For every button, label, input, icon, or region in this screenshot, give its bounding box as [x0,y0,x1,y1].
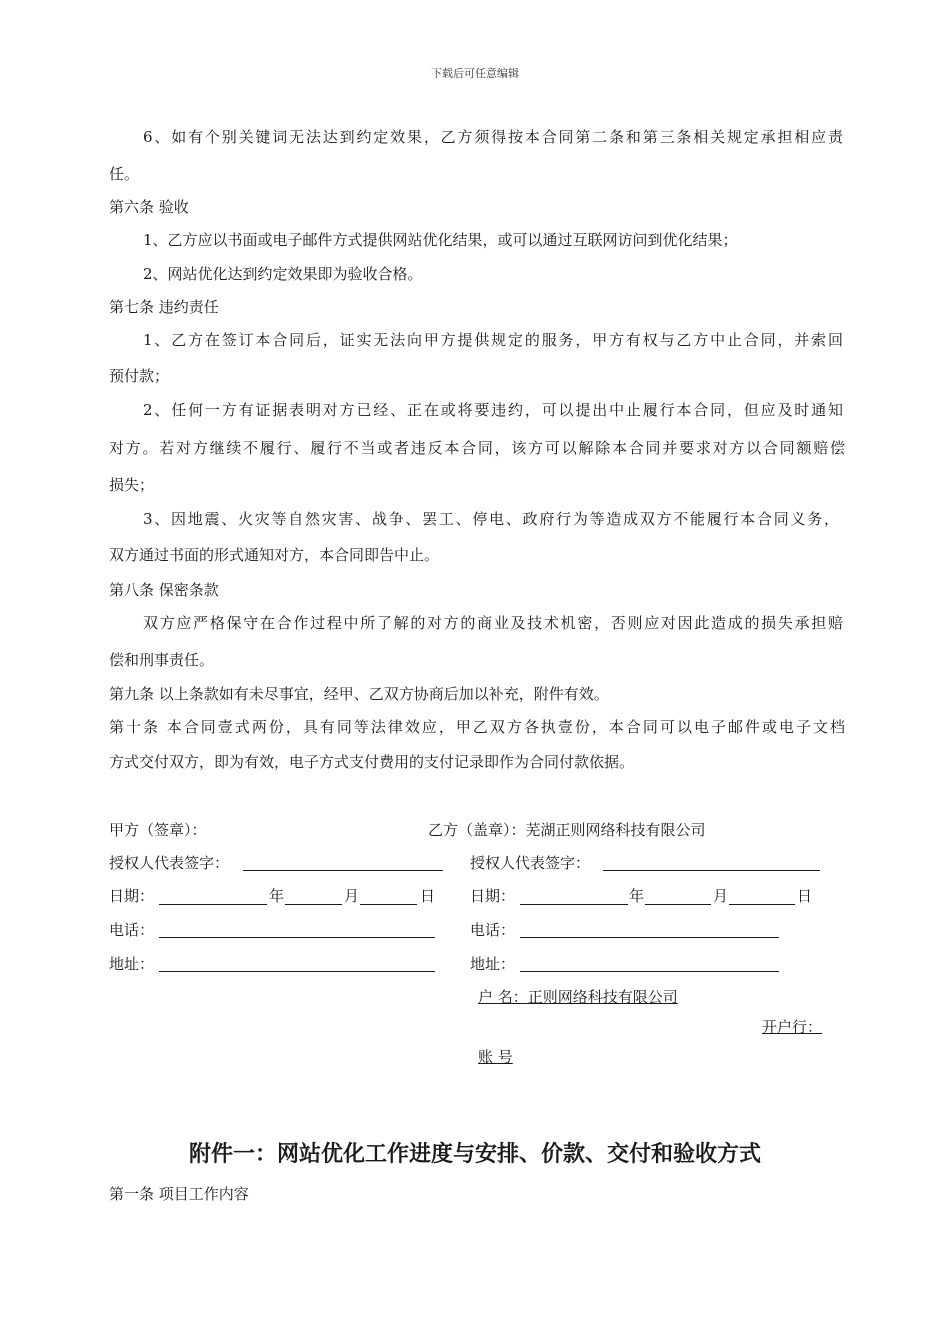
party-a-month-label: 月 [344,887,360,905]
party-a-address-blank[interactable] [159,971,435,972]
party-b-date-label: 日期： [470,887,516,905]
article-8-body-line2: 偿和刑事责任。 [109,651,215,669]
party-a-date-label: 日期： [109,887,155,905]
clause-6-item-6-line2: 任。 [109,165,140,183]
article-9: 第九条 以上条款如有未尽事宜，经甲、乙双方协商后加以补充，附件有效。 [109,685,609,703]
annex-article-1: 第一条 项目工作内容 [109,1185,249,1203]
party-b-month-blank[interactable] [645,904,711,905]
article-7-item-2-line1: 2、任何一方有证据表明对方已经、正在或将要违约，可以提出中止履行本合同，但应及时通知 [143,401,843,419]
article-7-item-2-line2: 对方。若对方继续不履行、履行不当或者违反本合同，该方可以解除本合同并要求对方以合同额赔偿 [109,439,845,457]
article-10-line1: 第十条 本合同壹式两份，具有同等法律效应，甲乙双方各执壹份，本合同可以电子邮件或电子文档 [109,718,845,736]
article-7-item-2-line3: 损失； [109,476,155,494]
annex-title: 附件一：网站优化工作进度与安排、价款、交付和验收方式 [188,1142,761,1167]
party-b-year-label: 年 [629,887,645,905]
party-b-year-blank[interactable] [520,904,628,905]
article-8-heading: 第八条 保密条款 [109,581,219,599]
party-a-day-blank[interactable] [360,904,417,905]
bank-label: 开户行： [762,1018,823,1036]
article-7-heading: 第七条 违约责任 [109,298,219,316]
party-a-year-blank[interactable] [159,904,267,905]
party-a-phone-label: 电话： [109,921,155,939]
party-b-day-label: 日 [797,887,813,905]
party-b-phone-blank[interactable] [520,937,779,938]
party-a-auth-blank[interactable] [243,870,443,871]
party-b-day-blank[interactable] [729,904,795,905]
account-number-label: 账 号 [478,1048,513,1066]
party-a-month-blank[interactable] [285,904,342,905]
party-b-month-label: 月 [713,887,729,905]
party-b-auth-blank[interactable] [603,870,820,871]
article-10-line2: 方式交付双方，即为有效，电子方式支付费用的支付记录即作为合同付款依据。 [109,753,635,771]
article-6-item-1: 1、乙方应以书面或电子邮件方式提供网站优化结果，或可以通过互联网访问到优化结果； [143,231,738,249]
article-7-item-1-line1: 1、乙方在签订本合同后，证实无法向甲方提供规定的服务，甲方有权与乙方中止合同，并索回 [143,331,843,349]
party-a-auth-label: 授权人代表签字： [109,854,230,872]
party-a-phone-blank[interactable] [159,937,435,938]
account-name: 户 名：正则网络科技有限公司 [478,988,678,1006]
party-b-phone-label: 电话： [470,921,516,939]
header-note: 下载后可任意编辑 [431,67,519,80]
party-a-day-label: 日 [420,887,436,905]
party-a-address-label: 地址： [109,955,155,973]
article-7-item-1-line2: 预付款； [109,367,170,385]
article-7-item-3-line2: 双方通过书面的形式通知对方，本合同即告中止。 [109,546,440,564]
article-8-body-line1: 双方应严格保守在合作过程中所了解的对方的商业及技术机密，否则应对因此造成的损失承担赔 [143,614,843,632]
article-6-heading: 第六条 验收 [109,198,189,216]
clause-6-item-6-line1: 6、如有个别关键词无法达到约定效果，乙方须得按本合同第二条和第三条相关规定承担相应责 [143,128,843,146]
party-b-address-label: 地址： [470,955,516,973]
party-a-year-label: 年 [269,887,285,905]
article-7-item-3-line1: 3、因地震、火灾等自然灾害、战争、罢工、停电、政府行为等造成双方不能履行本合同义务， [143,510,839,528]
party-b-auth-label: 授权人代表签字： [470,854,591,872]
article-6-item-2: 2、网站优化达到约定效果即为验收合格。 [143,265,423,283]
party-b-label: 乙方（盖章）：芜湖正则网络科技有限公司 [428,821,706,839]
party-b-address-blank[interactable] [520,971,779,972]
party-a-label: 甲方（签章）： [109,821,207,839]
